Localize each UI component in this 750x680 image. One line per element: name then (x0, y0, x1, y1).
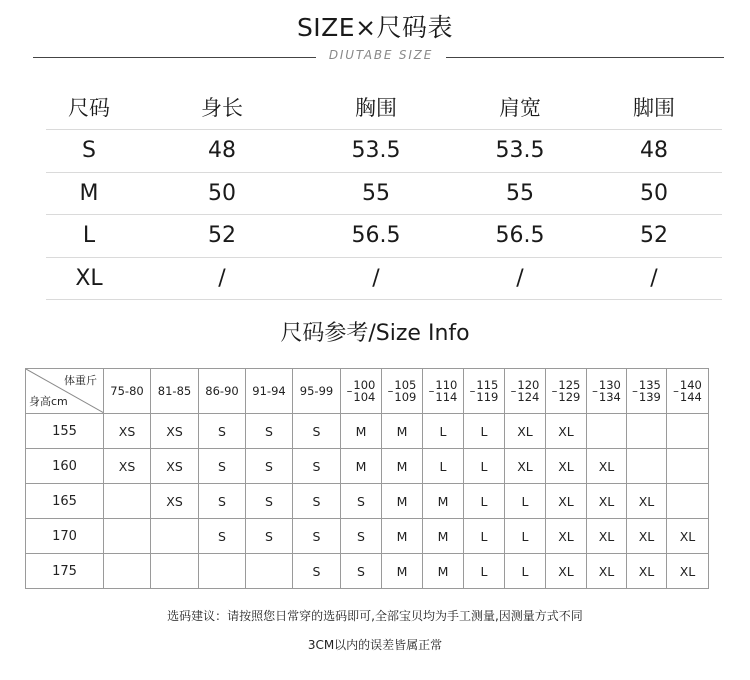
size-recommendation-cell: S (341, 554, 382, 589)
size-recommendation-cell: L (505, 484, 546, 519)
weight-range-label (394, 379, 416, 403)
height-label-cell: 175 (26, 554, 104, 589)
size-recommendation-cell: XL (587, 519, 627, 554)
size-cell: / (372, 265, 380, 291)
header-rule-right (446, 57, 724, 58)
size-info-title: 尺码参考/Size Info (280, 321, 470, 346)
weight-header-cell (505, 369, 546, 414)
range-dash: – (551, 384, 558, 398)
size-recommendation-cell (151, 519, 199, 554)
size-recommendation-cell: L (464, 414, 505, 449)
weight-header-cell (104, 369, 151, 414)
size-recommendation-cell (104, 484, 151, 519)
size-cell: XL (75, 265, 103, 291)
weight-header-cell (341, 369, 382, 414)
weight-range-end: 129 (558, 390, 581, 404)
weight-range-label (435, 379, 457, 403)
size-recommendation-cell: M (382, 484, 423, 519)
size-cell: M (79, 180, 99, 206)
size-recommendation-cell: XS (151, 449, 199, 484)
size-recommendation-cell: XL (587, 484, 627, 519)
size-recommendation-cell: L (505, 519, 546, 554)
size-recommendation-cell (246, 554, 293, 589)
weight-range-start: 105 (394, 378, 417, 392)
weight-range-label (517, 379, 539, 403)
footnote-tolerance: 3CM以内的误差皆属正常 (307, 638, 443, 652)
size-recommendation-cell: L (423, 449, 464, 484)
size-recommendation-cell: S (199, 414, 246, 449)
header-cell: 脚围 (633, 96, 675, 120)
header-cell: 胸围 (355, 96, 397, 120)
weight-range-end: 124 (517, 390, 540, 404)
size-cell: L (82, 223, 96, 248)
size-recommendation-cell: S (341, 484, 382, 519)
size-cell: S (82, 138, 96, 163)
weight-range-label (680, 379, 702, 403)
weight-header-cell (382, 369, 423, 414)
size-recommendation-cell: M (382, 414, 423, 449)
size-recommendation-cell: S (293, 449, 341, 484)
weight-range-start: 120 (517, 378, 540, 392)
size-recommendation-cell: S (293, 519, 341, 554)
range-dash: – (592, 384, 598, 398)
size-recommendation-cell: XL (505, 414, 546, 449)
height-label-cell: 170 (26, 519, 104, 554)
weight-header-cell (546, 369, 587, 414)
weight-header-cell (587, 369, 627, 414)
size-cell: 53.5 (495, 138, 545, 163)
weight-range-end: 119 (476, 390, 499, 404)
size-row (46, 130, 722, 173)
size-cell: 50 (208, 180, 236, 206)
size-cell: 48 (208, 138, 236, 163)
size-recommendation-cell: S (293, 554, 341, 589)
range-dash: – (387, 384, 394, 398)
weight-range-label (476, 379, 498, 403)
height-axis-label: 身高cm (29, 395, 68, 408)
size-reference-grid (25, 368, 709, 589)
size-cell: 53.5 (351, 138, 401, 163)
size-row (46, 173, 722, 216)
weight-axis-label: 体重斤 (64, 374, 97, 387)
size-recommendation-cell (627, 449, 667, 484)
weight-range-end: 144 (679, 390, 702, 404)
size-recommendation-cell (104, 554, 151, 589)
size-recommendation-cell: S (293, 484, 341, 519)
weight-range-end: 104 (353, 390, 376, 404)
size-recommendation-cell: M (423, 519, 464, 554)
size-recommendation-cell: XL (546, 484, 587, 519)
size-cell: 56.5 (495, 223, 545, 248)
size-cell: / (218, 265, 226, 291)
weight-range-start: 115 (476, 378, 499, 392)
weight-header-cell (293, 369, 341, 414)
weight-header-cell (199, 369, 246, 414)
height-label-cell: 165 (26, 484, 104, 519)
size-row (46, 215, 722, 258)
height-label-cell: 155 (26, 414, 104, 449)
size-recommendation-cell (667, 414, 709, 449)
height-label-cell: 160 (26, 449, 104, 484)
range-dash: – (632, 384, 638, 398)
header-rule-left (33, 57, 316, 58)
weight-range-start: 140 (679, 378, 702, 392)
size-recommendation-cell: M (423, 484, 464, 519)
size-recommendation-cell: S (246, 519, 293, 554)
size-recommendation-cell: L (505, 554, 546, 589)
size-recommendation-cell: XS (104, 449, 151, 484)
size-recommendation-cell (627, 414, 667, 449)
size-recommendation-cell: S (293, 414, 341, 449)
size-recommendation-cell: M (382, 519, 423, 554)
grid-row (26, 414, 709, 449)
size-recommendation-cell: XL (546, 519, 587, 554)
size-recommendation-cell: S (246, 414, 293, 449)
size-recommendation-cell (104, 519, 151, 554)
size-cell: / (650, 265, 658, 291)
weight-range-end: 109 (394, 390, 417, 404)
size-recommendation-cell: S (246, 449, 293, 484)
page-title: SIZE×尺码表 (296, 13, 454, 42)
size-recommendation-cell: XL (587, 554, 627, 589)
size-recommendation-cell: XS (104, 414, 151, 449)
size-recommendation-cell: M (341, 414, 382, 449)
range-dash: – (428, 384, 435, 398)
grid-corner-cell (26, 369, 104, 414)
weight-header-cell (464, 369, 505, 414)
size-recommendation-cell: S (246, 484, 293, 519)
header-cell: 身长 (201, 96, 243, 120)
size-recommendation-cell (587, 414, 627, 449)
footnote-advice: 选码建议：请按照您日常穿的选码即可,全部宝贝均为手工测量,因测量方式不同 (167, 609, 583, 623)
weight-range-start: 130 (598, 378, 621, 392)
weight-header-cell (627, 369, 667, 414)
size-recommendation-cell (151, 554, 199, 589)
range-dash: – (346, 384, 353, 398)
size-recommendation-cell (667, 484, 709, 519)
size-recommendation-cell: L (464, 449, 505, 484)
weight-range-start: 110 (435, 378, 458, 392)
weight-range-start: 135 (638, 378, 661, 392)
size-row (46, 258, 722, 301)
size-recommendation-cell: XS (151, 414, 199, 449)
size-recommendation-cell: M (341, 449, 382, 484)
size-recommendation-cell: L (464, 484, 505, 519)
size-cell: / (516, 265, 524, 291)
page-subtitle: DIUTABE SIZE (328, 48, 434, 62)
grid-row (26, 449, 709, 484)
weight-range-label: 81-85 (157, 384, 192, 398)
size-recommendation-cell: S (199, 449, 246, 484)
size-recommendation-cell: S (341, 519, 382, 554)
weight-range-end: 134 (598, 390, 621, 404)
size-table (46, 88, 722, 300)
range-dash: – (469, 384, 476, 398)
range-dash: – (510, 384, 517, 398)
size-cell: 55 (362, 180, 390, 206)
size-recommendation-cell: S (199, 484, 246, 519)
weight-range-label: 86-90 (205, 384, 239, 398)
size-recommendation-cell: XL (667, 519, 709, 554)
grid-row (26, 519, 709, 554)
weight-range-label: 95-99 (299, 384, 334, 398)
header-cell: 肩宽 (499, 96, 541, 120)
grid-row (26, 484, 709, 519)
grid-header-row (26, 369, 709, 414)
size-cell: 52 (640, 223, 668, 248)
size-recommendation-cell: XL (587, 449, 627, 484)
size-recommendation-cell: XL (546, 449, 587, 484)
size-cell: 48 (640, 138, 668, 163)
size-cell: 56.5 (351, 223, 401, 248)
size-recommendation-cell: XL (627, 554, 667, 589)
size-recommendation-cell: XL (546, 414, 587, 449)
weight-range-start: 100 (353, 378, 376, 392)
weight-header-cell (151, 369, 199, 414)
size-recommendation-cell: XL (627, 484, 667, 519)
size-recommendation-cell: XL (667, 554, 709, 589)
size-recommendation-cell: XS (151, 484, 199, 519)
grid-row (26, 554, 709, 589)
weight-range-label (639, 379, 661, 403)
size-recommendation-cell: XL (546, 554, 587, 589)
size-cell: 50 (640, 180, 668, 206)
weight-header-cell (667, 369, 709, 414)
range-dash: – (673, 384, 679, 398)
size-recommendation-cell: M (423, 554, 464, 589)
header-cell: 尺码 (68, 96, 110, 120)
size-recommendation-cell: XL (505, 449, 546, 484)
size-recommendation-cell: XL (627, 519, 667, 554)
size-recommendation-cell: L (464, 554, 505, 589)
size-recommendation-cell: S (199, 519, 246, 554)
size-recommendation-cell: M (382, 554, 423, 589)
size-recommendation-cell: L (464, 519, 505, 554)
weight-header-cell (423, 369, 464, 414)
weight-range-label (558, 379, 580, 403)
size-table-header (46, 88, 722, 130)
size-recommendation-cell (667, 449, 709, 484)
weight-range-label (353, 379, 375, 403)
weight-range-end: 139 (638, 390, 661, 404)
size-recommendation-cell: L (423, 414, 464, 449)
weight-range-start: 125 (558, 378, 581, 392)
size-cell: 52 (208, 223, 236, 248)
size-cell: 55 (506, 180, 534, 206)
weight-header-cell (246, 369, 293, 414)
size-recommendation-cell: M (382, 449, 423, 484)
weight-range-label: 91-94 (252, 384, 286, 398)
size-recommendation-cell (199, 554, 246, 589)
weight-range-label (599, 379, 621, 403)
weight-range-label: 75-80 (110, 384, 144, 398)
weight-range-end: 114 (435, 390, 458, 404)
